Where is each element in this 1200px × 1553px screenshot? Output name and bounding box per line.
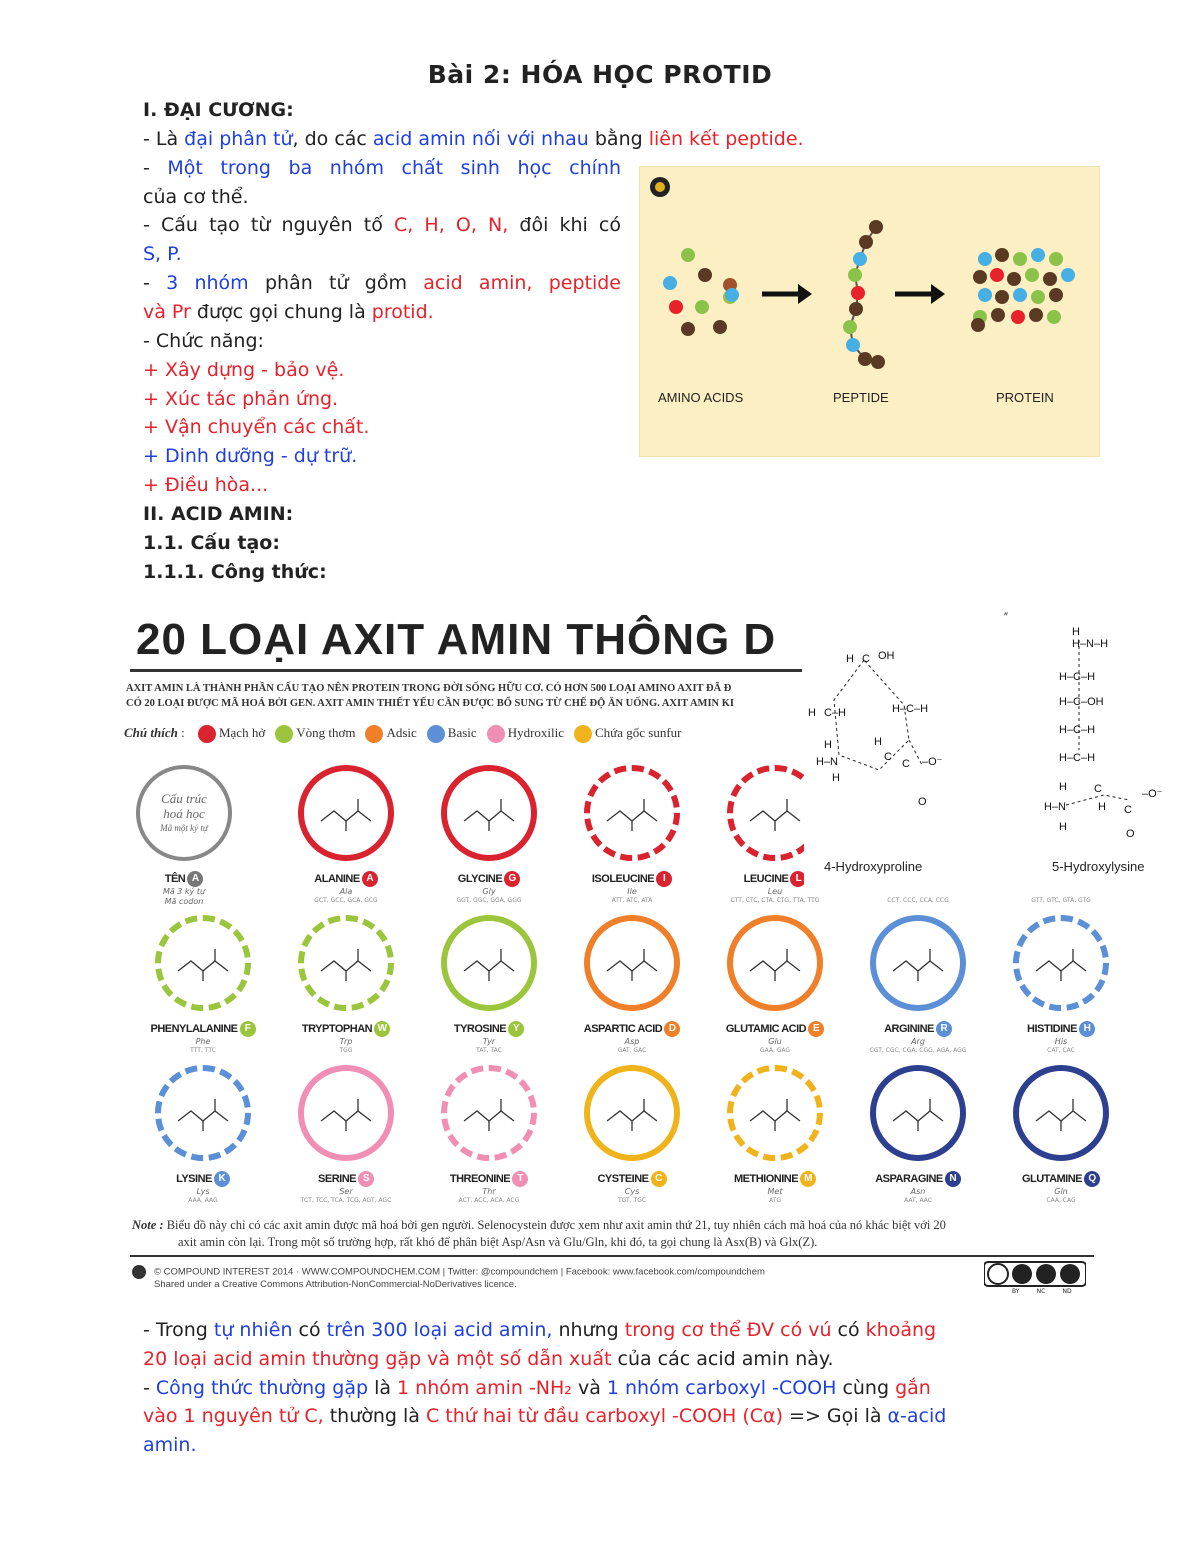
amino-acid-card xyxy=(572,1065,692,1205)
acid-abbr: Phe xyxy=(195,1037,211,1046)
acid-abbr: Thr xyxy=(482,1187,496,1196)
acid-letter: E xyxy=(808,1021,824,1037)
legend-label: Chú thích xyxy=(124,725,178,740)
molecule-icon xyxy=(1031,943,1091,983)
acid-letter: K xyxy=(214,1171,230,1187)
text: liên kết peptide. xyxy=(648,128,804,150)
svg-text:H–N: H–N xyxy=(1044,801,1067,813)
legend-label: Mạch hở xyxy=(218,725,266,740)
key-text: Mã codon xyxy=(164,897,204,906)
acid-letter: F xyxy=(240,1021,256,1037)
structure-circle xyxy=(155,1065,251,1161)
text: của các acid amin này. xyxy=(611,1348,834,1370)
molecule-icon xyxy=(888,1093,948,1133)
function-item: + Xây dựng - bảo vệ. xyxy=(143,359,345,381)
svg-text:C–H: C–H xyxy=(824,707,847,719)
acid-codons: CTT, CTC, CTA, CTG, TTA, TTG xyxy=(730,897,820,904)
svg-text:H: H xyxy=(832,772,840,784)
svg-text:H: H xyxy=(1098,801,1106,813)
text: 3 nhóm xyxy=(166,272,249,294)
key-text: hoá học xyxy=(163,805,205,821)
acid-name: HISTIDINE xyxy=(1027,1022,1077,1035)
amino-acid-card xyxy=(715,1065,835,1205)
section-heading-1: I. ĐẠI CƯƠNG: xyxy=(143,99,294,121)
acid-codons: AAA, AAG xyxy=(188,1197,218,1204)
svg-text:″: ″ xyxy=(1004,611,1008,623)
structure-circle xyxy=(441,765,537,861)
acid-abbr: Ser xyxy=(339,1187,353,1196)
svg-text:H–C–H: H–C–H xyxy=(1059,671,1096,683)
text: trong cơ thể ĐV có vú xyxy=(624,1319,832,1341)
label-protein: PROTEIN xyxy=(996,390,1054,405)
acid-letter: T xyxy=(512,1171,528,1187)
amino-acid-name xyxy=(572,1171,692,1187)
structure-circle xyxy=(298,765,394,861)
svg-text:H–C–H: H–C–H xyxy=(1059,752,1096,764)
key-text: Cấu trúc xyxy=(161,790,207,806)
text: có xyxy=(831,1319,866,1341)
acid-letter: N xyxy=(945,1171,961,1187)
acid-name: TYROSINE xyxy=(453,1022,507,1035)
acid-abbr: Lys xyxy=(196,1187,210,1196)
text: nhưng xyxy=(552,1319,625,1341)
text: được gọi chung là xyxy=(190,301,372,323)
text: - xyxy=(143,1377,156,1399)
structure-label: 4-Hydroxyproline xyxy=(824,859,923,874)
amino-acid-card xyxy=(572,915,692,1055)
structure-circle xyxy=(155,915,251,1011)
text: và Pr xyxy=(143,301,191,323)
cc-label: NC xyxy=(1036,1288,1046,1295)
key-text: Mã một ký tự xyxy=(160,822,208,833)
text-line xyxy=(143,1402,946,1431)
structure-circle xyxy=(584,1065,680,1161)
footer-text: Shared under a Creative Commons Attribution-NonCommercial-NoDerivatives licence. xyxy=(154,1279,517,1290)
acid-abbr: Glu xyxy=(768,1037,782,1046)
acid-abbr: Arg xyxy=(911,1037,925,1046)
text-line xyxy=(143,154,621,183)
text: trên 300 loại acid amin, xyxy=(326,1319,553,1341)
key-text: TÊN xyxy=(164,872,186,885)
text-line xyxy=(143,1374,931,1403)
acid-letter: H xyxy=(1079,1021,1095,1037)
structure-circle xyxy=(584,765,680,861)
acid-codons: TCT, TCC, TCA, TCG, AGT, AGC xyxy=(300,1197,392,1204)
text: α-acid xyxy=(887,1405,947,1427)
text-line: amin. xyxy=(143,1434,197,1456)
text: protid. xyxy=(371,301,434,323)
text-line: - Chức năng: xyxy=(143,330,264,352)
structure-circle xyxy=(1013,1065,1109,1161)
amino-acid-name xyxy=(143,1171,263,1187)
acid-codons: AAT, AAC xyxy=(904,1197,932,1204)
acid-name: ASPARTIC ACID xyxy=(583,1022,663,1035)
key-letter: A xyxy=(187,871,203,887)
amino-acid-card xyxy=(286,1065,406,1205)
acid-letter: R xyxy=(936,1021,952,1037)
legend-dot xyxy=(427,725,445,743)
acid-name: TRYPTOPHAN xyxy=(301,1022,373,1035)
acid-codons: ACT, ACC, ACA, ACG xyxy=(458,1197,520,1204)
legend-label: Chứa gốc sunfur xyxy=(595,725,682,740)
legend-dot xyxy=(574,725,592,743)
text: và xyxy=(571,1377,607,1399)
svg-text:–O⁻: –O⁻ xyxy=(1142,788,1163,800)
sub-heading: 1.1.1. Công thức: xyxy=(143,561,327,583)
amino-acid-card xyxy=(572,765,692,905)
acid-abbr: Gln xyxy=(1054,1187,1068,1196)
acid-name: ISOLEUCINE xyxy=(591,872,655,885)
amino-acid-name xyxy=(1001,1021,1121,1037)
label-peptide: PEPTIDE xyxy=(833,390,889,405)
text: là xyxy=(368,1377,398,1399)
text: acid amin nối với nhau xyxy=(372,128,589,150)
molecule-icon xyxy=(602,1093,662,1133)
acid-letter: I xyxy=(656,871,672,887)
acid-name: SERINE xyxy=(318,1172,356,1185)
acid-letter: L xyxy=(790,871,806,887)
acid-codons: GAA, GAG xyxy=(759,1047,791,1054)
amino-acid-card xyxy=(429,1065,549,1205)
acid-codons: CCT, CCC, CCA, CCG xyxy=(887,897,949,904)
text: tự nhiên xyxy=(213,1319,293,1341)
molecule-icon xyxy=(745,943,805,983)
acid-abbr: Cys xyxy=(624,1187,640,1196)
acid-name: ASPARAGINE xyxy=(875,1172,943,1185)
structure-circle xyxy=(584,915,680,1011)
acid-name: LEUCINE xyxy=(743,872,789,885)
acid-abbr: Ala xyxy=(339,887,353,896)
text-line xyxy=(143,1316,936,1345)
svg-text:H–N–H: H–N–H xyxy=(1072,638,1109,650)
text: C thứ hai từ đầu carboxyl -COOH (Cα) xyxy=(426,1405,783,1427)
acid-abbr: Asn xyxy=(910,1187,926,1196)
peptide-illustration xyxy=(639,166,1100,457)
acid-abbr: His xyxy=(1054,1037,1068,1046)
structure-label: 5-Hydroxylysine xyxy=(1052,859,1145,874)
acid-letter: M xyxy=(800,1171,816,1187)
legend-dot xyxy=(275,725,293,743)
amino-acid-name xyxy=(572,1021,692,1037)
acid-name: GLYCINE xyxy=(457,872,503,885)
text: , do các xyxy=(292,128,373,150)
svg-text:C: C xyxy=(884,751,892,763)
text: thường là xyxy=(323,1405,426,1427)
svg-text:C: C xyxy=(902,758,910,770)
svg-text:H: H xyxy=(824,739,832,751)
acid-abbr: Met xyxy=(767,1187,783,1196)
svg-text:–O⁻: –O⁻ xyxy=(922,756,943,768)
note-text: Biểu đồ này chỉ có các axit amin được mã hoá bởi gen người. Selenocystein được xem như axit amin thứ 21, tuy nhiên cách mã hoá của nó khác biệt với 20 xyxy=(166,1218,946,1232)
structure-circle xyxy=(441,1065,537,1161)
page-title: Bài 2: HÓA HỌC PROTID xyxy=(427,60,773,89)
svg-text:H: H xyxy=(1059,781,1067,793)
amino-acid-name xyxy=(858,1171,978,1187)
chart-subtitle: AXIT AMIN LÀ THÀNH PHẦN CẤU TẠO NÊN PROTEIN TRONG ĐỜI SỐNG HỮU CƠ. CÓ HƠN 500 LOẠI AMINO AXIT ĐÃ Đ xyxy=(126,683,732,694)
title-rule xyxy=(130,669,802,672)
acid-abbr: Leu xyxy=(767,887,783,896)
legend-label: Basic xyxy=(447,725,477,740)
acid-name: PHENYLALANINE xyxy=(150,1022,238,1035)
amino-acid-name xyxy=(429,1171,549,1187)
acid-name: GLUTAMIC ACID xyxy=(725,1022,807,1035)
amino-acid-name xyxy=(143,1021,263,1037)
molecule-icon xyxy=(602,943,662,983)
amino-acid-card xyxy=(1001,1065,1121,1205)
cc-labels xyxy=(1012,1288,1072,1295)
text: - Trong xyxy=(143,1319,214,1341)
svg-text:C: C xyxy=(862,653,870,665)
chart-note xyxy=(132,1217,1092,1251)
amino-acid-card xyxy=(858,1065,978,1205)
text: vào 1 nguyên tử C, xyxy=(143,1405,324,1427)
acid-letter: Q xyxy=(1084,1171,1100,1187)
note-text: axit amin còn lại. Trong một số trường hợp, rất khó để phân biệt Asp/Asn và Glu/Gln, khi đó, ta gọi chung là Asx(B) và Glx(Z). xyxy=(178,1235,818,1249)
text: phân tử gồm xyxy=(248,272,424,294)
svg-text:H: H xyxy=(808,707,816,719)
chart-subtitle: CÓ 20 LOẠI ĐƯỢC MÃ HOÁ BỞI GEN. AXIT AMIN THIẾT YẾU CẦN ĐƯỢC BỔ SUNG TỪ CHẾ ĐỘ ĂN UỐNG. AXIT AMIN KI xyxy=(126,698,735,709)
molecule-icon xyxy=(602,793,662,833)
legend-dot xyxy=(198,725,216,743)
acid-letter: D xyxy=(664,1021,680,1037)
label-amino-acids: AMINO ACIDS xyxy=(658,390,744,405)
molecule-icon xyxy=(459,943,519,983)
svg-text:H: H xyxy=(1059,821,1067,833)
svg-text:H: H xyxy=(874,736,882,748)
amino-acid-card xyxy=(286,765,406,905)
svg-text:H–C–OH: H–C–OH xyxy=(1059,696,1104,708)
structure-circle xyxy=(727,1065,823,1161)
acid-letter: Y xyxy=(508,1021,524,1037)
acid-abbr: Tyr xyxy=(482,1037,496,1046)
text: C, H, O, N, xyxy=(393,214,509,236)
amino-acid-name xyxy=(429,1021,549,1037)
text: gắn xyxy=(895,1377,931,1399)
text: đôi khi có xyxy=(508,214,621,236)
acid-letter: A xyxy=(362,871,378,887)
legend-label: Hydroxilic xyxy=(507,725,565,740)
legend-label: Vòng thơm xyxy=(296,725,356,740)
molecule-icon xyxy=(888,943,948,983)
text: bằng xyxy=(588,128,649,150)
amino-acid-card xyxy=(286,915,406,1055)
acid-codons: GTT, GTC, GTA, GTG xyxy=(1031,897,1091,904)
structure-circle xyxy=(298,915,394,1011)
acid-codons: CAA, CAG xyxy=(1046,1197,1076,1204)
amino-acid-name xyxy=(429,871,549,887)
chart-footer xyxy=(132,1265,765,1291)
acid-abbr: Gly xyxy=(482,887,496,896)
text: Công thức thường gặp xyxy=(155,1377,369,1399)
amino-acid-name xyxy=(286,1021,406,1037)
acid-name: ALANINE xyxy=(314,872,360,885)
amino-acid-card xyxy=(858,915,978,1055)
acid-name: METHIONINE xyxy=(733,1172,799,1185)
acid-letter: C xyxy=(651,1171,667,1187)
acid-name: THREONINE xyxy=(449,1172,511,1185)
text: 1 nhóm carboxyl -COOH xyxy=(606,1377,837,1399)
chart-title: 20 LOẠI AXIT AMIN THÔNG D xyxy=(136,615,777,664)
text: khoảng xyxy=(865,1319,937,1341)
text-line: S, P. xyxy=(143,243,182,265)
acid-abbr: Asp xyxy=(624,1037,640,1046)
text-line xyxy=(143,1345,833,1374)
acid-codons: CAT, CAC xyxy=(1047,1047,1075,1054)
amino-acid-card xyxy=(143,915,263,1055)
acid-codons: GAT, GAC xyxy=(617,1047,647,1054)
text: - xyxy=(143,272,167,294)
text: 20 loại acid amin thường gặp và một số dẫn xuất xyxy=(143,1348,612,1370)
acid-letter: G xyxy=(504,871,520,887)
acid-codons: ATG xyxy=(769,1197,781,1204)
molecule-icon xyxy=(459,1093,519,1133)
molecule-icon xyxy=(459,793,519,833)
footer-rule xyxy=(130,1255,1094,1257)
acid-codons: TGG xyxy=(339,1047,353,1054)
acid-codons: ATT, ATC, ATA xyxy=(611,897,653,904)
molecule-icon xyxy=(316,943,376,983)
note-label: Note : xyxy=(132,1218,164,1232)
svg-text:C: C xyxy=(1094,783,1102,795)
acid-codons: GCT, GCC, GCA, GCG xyxy=(314,897,378,904)
function-item: + Dinh dưỡng - dự trữ. xyxy=(143,445,358,467)
amino-acid-card xyxy=(715,915,835,1055)
legend-dot xyxy=(487,725,505,743)
svg-text:OH: OH xyxy=(878,650,895,662)
structure-circle xyxy=(870,915,966,1011)
text-line xyxy=(143,298,434,327)
key-text: Mã 3 ký tự xyxy=(162,887,206,896)
structures-panel xyxy=(804,605,1200,895)
function-item: + Vận chuyển các chất. xyxy=(143,416,370,438)
svg-text:C: C xyxy=(1124,804,1132,816)
acid-abbr: Trp xyxy=(339,1037,353,1046)
molecule-icon xyxy=(316,1093,376,1133)
amino-acid-card xyxy=(429,765,549,905)
cc-label: ND xyxy=(1062,1288,1072,1295)
svg-text:O: O xyxy=(918,796,927,808)
text-line: của cơ thể. xyxy=(143,186,249,208)
structure-circle xyxy=(727,915,823,1011)
text: acid amin, peptide xyxy=(423,272,621,294)
molecule-icon xyxy=(745,1093,805,1133)
sub-heading: 1.1. Cấu tạo: xyxy=(143,532,280,554)
amino-acid-name xyxy=(286,1171,406,1187)
svg-text:H: H xyxy=(1072,626,1080,638)
acid-letter: S xyxy=(358,1171,374,1187)
acid-name: LYSINE xyxy=(176,1172,212,1185)
text: 1 nhóm amin -NH₂ xyxy=(397,1377,572,1399)
acid-codons: TGT, TGC xyxy=(617,1197,647,1204)
amino-acid-card xyxy=(1001,915,1121,1055)
text-line xyxy=(143,211,621,240)
footer-text: © COMPOUND INTEREST 2014 · WWW.COMPOUNDCHEM.COM | Twitter: @compoundchem | Facebook: www.facebook.com/compoundchem xyxy=(154,1266,765,1278)
structure-circle xyxy=(298,1065,394,1161)
acid-codons: CGT, CGC, CGA, CGG, AGA, AGG xyxy=(869,1047,967,1054)
legend-items xyxy=(188,725,682,740)
text: - Cấu tạo từ nguyên tố xyxy=(143,214,394,236)
text: Một trong ba nhóm chất sinh học chính xyxy=(167,157,621,179)
svg-text:H–N: H–N xyxy=(816,756,839,768)
amino-acid-card xyxy=(143,1065,263,1205)
text: - xyxy=(143,157,168,179)
structure-circle xyxy=(441,915,537,1011)
text-line xyxy=(143,125,804,154)
key-circle xyxy=(124,765,244,907)
molecule-icon xyxy=(316,793,376,833)
key-name xyxy=(124,871,244,887)
legend-label: Adsic xyxy=(386,725,417,740)
structure-drawing xyxy=(804,605,1200,865)
text: => Gọi là xyxy=(782,1405,888,1427)
amino-acid-name xyxy=(286,871,406,887)
svg-text:H: H xyxy=(846,653,854,665)
svg-text:O: O xyxy=(1126,828,1135,840)
function-item: + Xúc tác phản ứng. xyxy=(143,388,339,410)
molecule-icon xyxy=(745,793,805,833)
cc-label: BY xyxy=(1012,1288,1020,1295)
acid-name: ARGININE xyxy=(884,1022,934,1035)
amino-acid-name xyxy=(1001,1171,1121,1187)
amino-acid-name xyxy=(858,1021,978,1037)
acid-name: CYSTEINE xyxy=(597,1172,649,1185)
acid-name: GLUTAMINE xyxy=(1021,1172,1083,1185)
legend-dot xyxy=(365,725,383,743)
cc-license-badge xyxy=(984,1261,1086,1299)
amino-acid-name xyxy=(572,871,692,887)
text: - Là xyxy=(143,128,185,150)
text: cùng xyxy=(836,1377,896,1399)
molecule-icon xyxy=(173,1093,233,1133)
structure-circle xyxy=(1013,915,1109,1011)
svg-text:H–C–H: H–C–H xyxy=(892,703,929,715)
molecule-icon xyxy=(1031,1093,1091,1133)
text: đại phân tử xyxy=(184,128,293,150)
acid-abbr: Ile xyxy=(627,887,637,896)
chart-legend: Chú thích : Mạch hở Vòng thơm Adsic Basic Hydroxilic Chứa gốc sunfur xyxy=(124,725,682,743)
section-heading-2: II. ACID AMIN: xyxy=(143,503,294,525)
function-item: + Điều hòa... xyxy=(143,474,269,496)
molecule-icon xyxy=(173,943,233,983)
text: có xyxy=(292,1319,327,1341)
acid-codons: TAT, TAC xyxy=(476,1047,502,1054)
peptide-drawing xyxy=(640,167,1099,456)
svg-text:H–C–H: H–C–H xyxy=(1059,724,1096,736)
amino-acid-name xyxy=(715,1021,835,1037)
amino-acid-name xyxy=(715,1171,835,1187)
acid-letter: W xyxy=(374,1021,390,1037)
key-circle-ring xyxy=(136,765,232,861)
acid-codons: GGT, GGC, GGA, GGG xyxy=(456,897,522,904)
amino-acid-card xyxy=(429,915,549,1055)
structure-circle xyxy=(870,1065,966,1161)
acid-codons: TTT, TTC xyxy=(190,1047,216,1054)
ci-logo-icon xyxy=(132,1265,146,1279)
text-line xyxy=(143,269,621,298)
